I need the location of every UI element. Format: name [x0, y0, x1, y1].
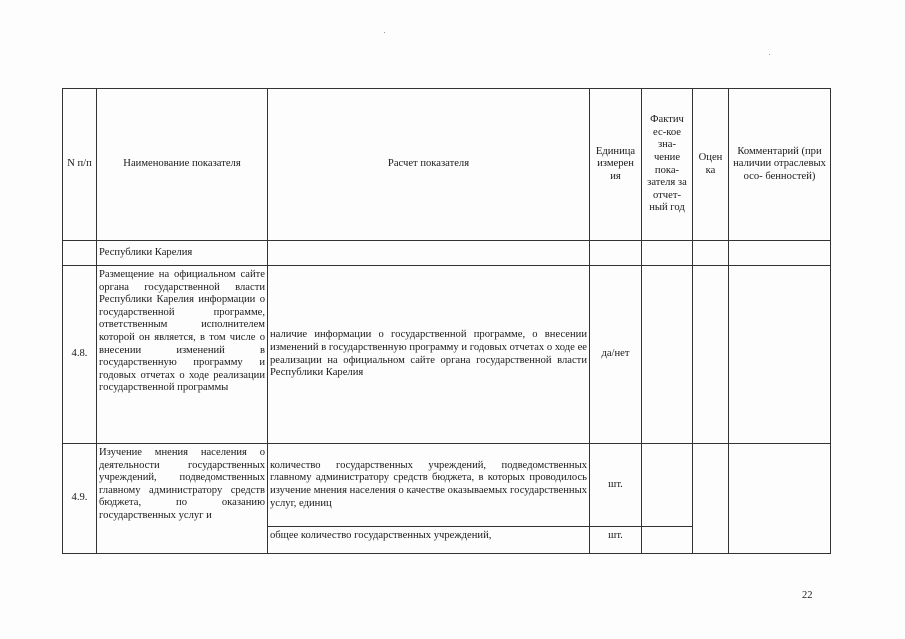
row-unit-numerator: шт. [590, 444, 642, 527]
row-calculation [268, 241, 590, 266]
row-score [693, 266, 729, 444]
row-actual-value [642, 527, 693, 554]
row-comment [729, 241, 831, 266]
row-calculation: наличие информации о государственной программе, о внесении изменений в государственную программу и годовых отчетах о ходе ее реализации на официальном сайте органа государственной власти Республики Карелия [268, 266, 590, 444]
row-indicator-name: Изучение мнения населения о деятельности государственных учреждений, подведомственных главному администратору средств бюджета, по оказанию государственных услуг и [97, 444, 268, 554]
row-calculation-numerator: количество государственных учреждений, подведомственных главному администратору средств бюджета, в которых проводилось изучение мнения населения о качестве оказываемых государственных услуг, единиц [268, 444, 590, 527]
scan-speck [384, 32, 385, 33]
table-header-row [63, 89, 831, 241]
row-score [693, 444, 729, 554]
table-row [63, 266, 831, 444]
row-indicator-name: Размещение на официальном сайте органа государственной власти Республики Карелия информации о государственной программе, ответственным исполнителем которой он является, в том числе о внесении изменений в государственную программу и годовых отчетах о ходе реализации государственной программы [97, 266, 268, 444]
header-comment: Комментарий (при наличии отраслевых осо- бенностей) [729, 89, 831, 241]
row-number: 4.9. [63, 444, 97, 554]
row-number [63, 241, 97, 266]
header-score: Оцен ка [693, 89, 729, 241]
row-comment [729, 444, 831, 554]
row-actual-value [642, 444, 693, 527]
row-unit-denominator: шт. [590, 527, 642, 554]
row-unit [590, 241, 642, 266]
header-calculation: Расчет показателя [268, 89, 590, 241]
page-number: 22 [802, 590, 813, 601]
header-number: N п/п [63, 89, 97, 241]
scan-speck [769, 54, 770, 55]
row-actual-value [642, 241, 693, 266]
row-actual-value [642, 266, 693, 444]
header-actual-value: Фактич ес-кое зна- чение пока- зателя за отчет- ный год [642, 89, 693, 241]
row-indicator-name: Республики Карелия [97, 241, 268, 266]
row-number: 4.8. [63, 266, 97, 444]
row-score [693, 241, 729, 266]
header-indicator-name: Наименование показателя [97, 89, 268, 241]
indicators-table [62, 88, 831, 554]
row-calculation-denominator: общее количество государственных учреждений, [268, 527, 590, 554]
table-row [63, 444, 831, 527]
row-unit: да/нет [590, 266, 642, 444]
row-comment [729, 266, 831, 444]
header-unit: Единица измерен ия [590, 89, 642, 241]
table-row [63, 241, 831, 266]
